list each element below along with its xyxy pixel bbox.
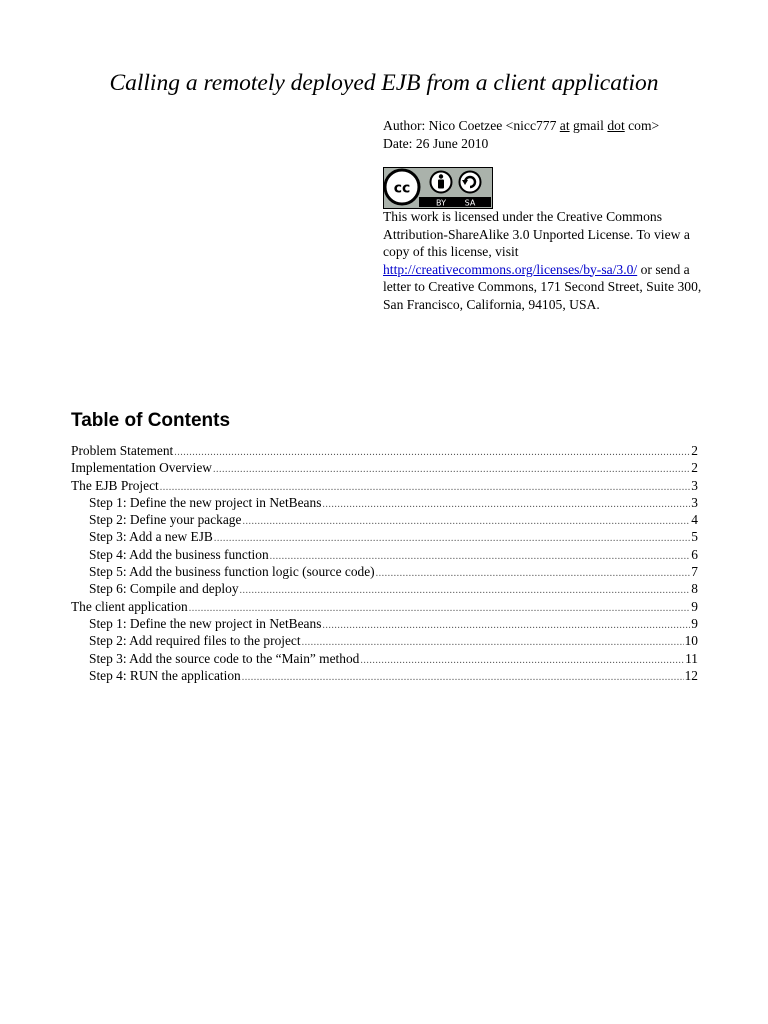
toc-entry-ejb-step-5[interactable] bbox=[71, 563, 698, 580]
toc-entry-page: 7 bbox=[691, 564, 698, 580]
toc-entry-page: 11 bbox=[685, 650, 698, 666]
toc-entry-label: Implementation Overview bbox=[71, 460, 212, 476]
toc-leader bbox=[302, 634, 684, 649]
cc-label: cc bbox=[393, 180, 411, 197]
license-text-before: This work is licensed under the Creative Commons Attribution-ShareAlike 3.0 Unported License. To view a copy of this license, visit bbox=[383, 209, 690, 259]
license-notice bbox=[383, 208, 703, 313]
toc-leader bbox=[322, 617, 690, 632]
toc-entry-label: Step 4: Add the business function bbox=[89, 546, 269, 562]
toc-leader bbox=[240, 582, 691, 597]
sa-label: SA bbox=[464, 198, 476, 208]
toc-entry-client-application[interactable] bbox=[71, 598, 698, 615]
toc-entry-ejb-step-4[interactable] bbox=[71, 546, 698, 563]
toc-entry-page: 8 bbox=[691, 581, 698, 597]
toc-entry-page: 4 bbox=[691, 512, 698, 528]
toc-entry-client-step-2[interactable] bbox=[71, 632, 698, 649]
table-of-contents bbox=[71, 442, 698, 684]
toc-entry-label: Step 4: RUN the application bbox=[89, 667, 241, 683]
toc-entry-ejb-step-2[interactable] bbox=[71, 511, 698, 528]
toc-leader bbox=[270, 548, 691, 563]
toc-entry-ejb-step-3[interactable] bbox=[71, 528, 698, 545]
by-label: BY bbox=[436, 198, 446, 208]
toc-entry-client-step-4[interactable] bbox=[71, 667, 698, 684]
toc-leader bbox=[322, 496, 690, 511]
author-mid: gmail bbox=[569, 118, 608, 133]
toc-entry-label: Step 2: Add required files to the project bbox=[89, 633, 301, 649]
toc-entry-page: 5 bbox=[691, 529, 698, 545]
date-line: Date: 26 June 2010 bbox=[383, 135, 489, 151]
toc-leader bbox=[189, 600, 691, 615]
toc-leader bbox=[242, 669, 684, 684]
toc-entry-label: The client application bbox=[71, 598, 188, 614]
toc-entry-page: 6 bbox=[691, 546, 698, 562]
toc-entry-page: 10 bbox=[684, 633, 698, 649]
toc-leader bbox=[213, 461, 690, 476]
toc-leader bbox=[242, 513, 690, 528]
toc-entry-page: 2 bbox=[691, 460, 698, 476]
toc-leader bbox=[360, 652, 684, 667]
toc-entry-label: The EJB Project bbox=[71, 477, 159, 493]
toc-entry-client-step-1[interactable] bbox=[71, 615, 698, 632]
toc-entry-ejb-step-6[interactable] bbox=[71, 580, 698, 597]
toc-entry-problem-statement[interactable] bbox=[71, 442, 698, 459]
toc-leader bbox=[376, 565, 691, 580]
toc-entry-label: Step 1: Define the new project in NetBeans bbox=[89, 615, 322, 631]
author-line bbox=[383, 117, 703, 135]
toc-entry-label: Step 3: Add a new EJB bbox=[89, 529, 213, 545]
toc-entry-label: Step 2: Define your package bbox=[89, 512, 242, 528]
toc-entry-page: 3 bbox=[691, 477, 698, 493]
toc-entry-label: Problem Statement bbox=[71, 443, 174, 458]
toc-entry-label: Step 5: Add the business function logic (source code) bbox=[89, 564, 375, 580]
license-text-after: or send a letter to Creative Commons, 171 Second Street, Suite 300, San Francisco, California, 94105, USA. bbox=[383, 261, 702, 312]
toc-entry-client-step-3[interactable] bbox=[71, 650, 698, 667]
toc-entry-implementation-overview[interactable] bbox=[71, 459, 698, 476]
author-at: at bbox=[559, 118, 570, 133]
toc-entry-label: Step 1: Define the new project in NetBeans bbox=[89, 494, 322, 510]
toc-entry-page: 9 bbox=[691, 615, 698, 631]
toc-leader bbox=[214, 530, 690, 545]
cc-badge-graphic bbox=[383, 167, 493, 209]
toc-entry-ejb-project[interactable] bbox=[71, 477, 698, 494]
author-dot: dot bbox=[607, 118, 625, 133]
toc-entry-ejb-step-1[interactable] bbox=[71, 494, 698, 511]
sa-sharealike-icon bbox=[460, 172, 481, 193]
toc-entry-page: 9 bbox=[691, 598, 698, 614]
document-meta bbox=[383, 117, 703, 152]
author-suffix: com> bbox=[624, 118, 660, 133]
author-prefix: Author: Nico Coetzee <nicc777 bbox=[383, 118, 560, 133]
toc-entry-label: Step 6: Compile and deploy bbox=[89, 581, 239, 597]
toc-entry-label: Step 3: Add the source code to the “Main” method bbox=[89, 650, 360, 666]
toc-entry-page: 2 bbox=[691, 443, 698, 458]
toc-entry-page: 3 bbox=[691, 494, 698, 510]
cc-by-sa-badge[interactable] bbox=[383, 167, 493, 209]
toc-leader bbox=[160, 479, 691, 494]
toc-leader bbox=[174, 444, 690, 459]
license-link[interactable]: http://creativecommons.org/licenses/by-sa/3.0/ bbox=[383, 261, 638, 277]
toc-entry-page: 12 bbox=[684, 667, 698, 683]
document-title: Calling a remotely deployed EJB from a client application bbox=[109, 70, 659, 96]
toc-heading: Table of Contents bbox=[71, 410, 231, 431]
